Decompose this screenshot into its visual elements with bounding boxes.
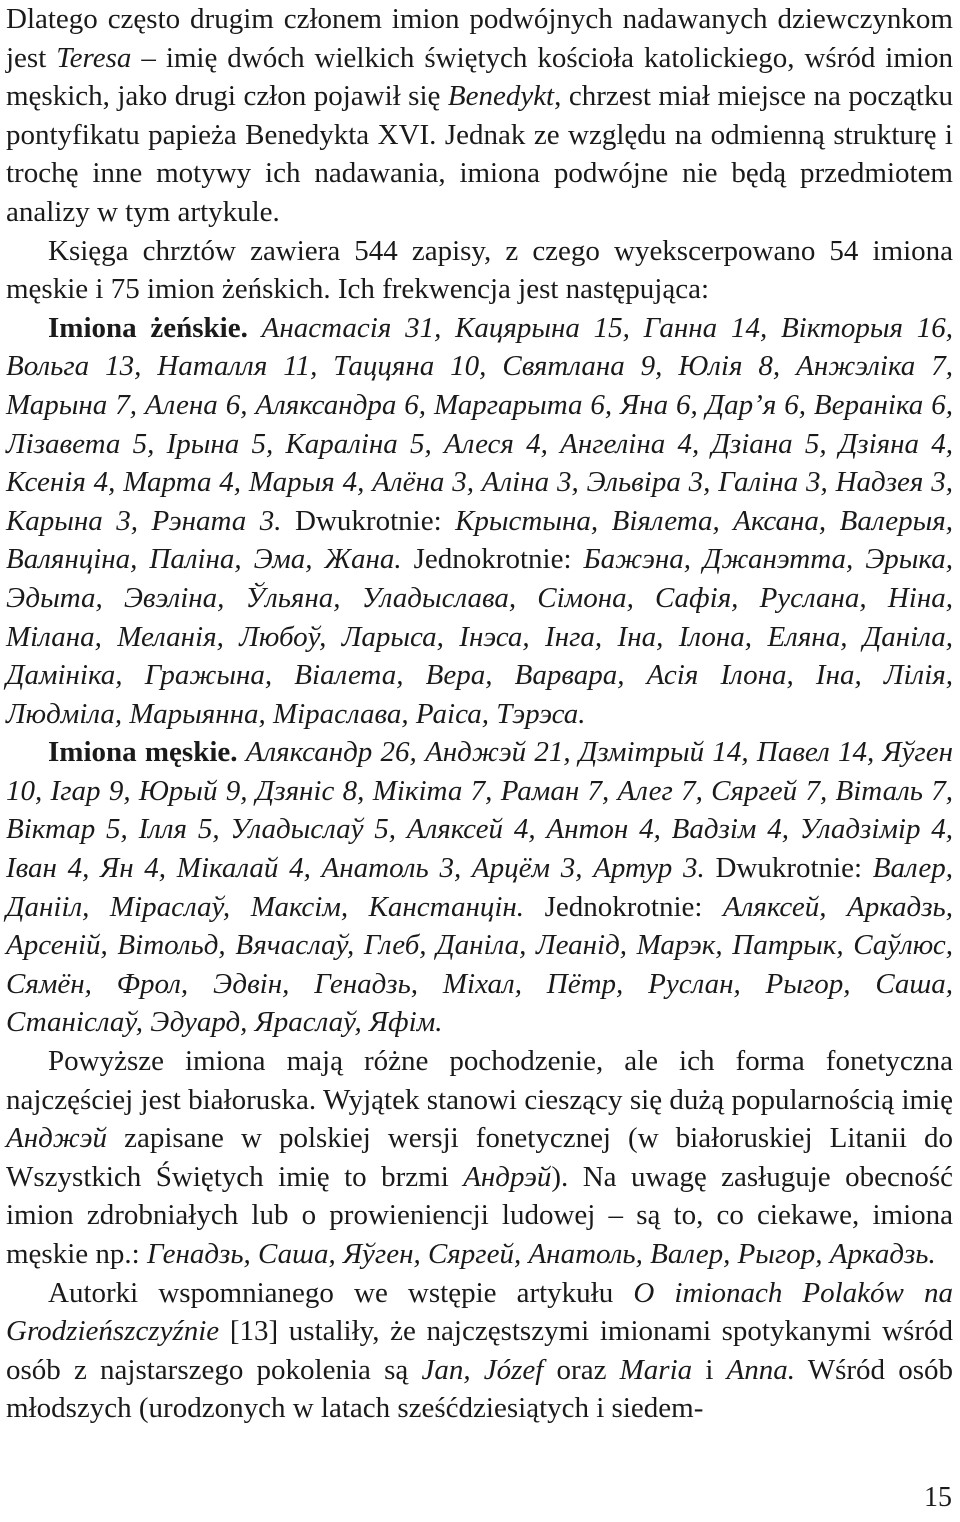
female-names-once: Бажэна, Джанэтта, Эрыка, Эдыта, Эвэліна, Ўльяна, Уладыслава, Сімона, Сафія, Руслана, Ніна, Мілана, Меланія, Любоў, Ларыса, Інэса, Інга, Іна, Ілона, Еляна, Даніла, Дамініка, Гражына, Віалета, Вера, Варвара, Асія Ілона, Іна, Лілія, Людміла, Марыянна, Міраслава, Раіса, Тэрэса. [6, 543, 953, 730]
text-run: zapisane w polskiej wersji fonetycznej (w białoruskiej Litanii do Wszystkich Świętych imię to brzmi [6, 1122, 953, 1193]
paragraph-authors [6, 1274, 953, 1428]
text-run: i [692, 1353, 727, 1386]
text-run: Księga chrztów zawiera 544 zapisy, z czego wyekscerpowano 54 imiona męskie i 75 imion żeńskich. Ich frekwencja jest następująca: [6, 234, 953, 306]
once-label: Jednokrotnie: [401, 543, 584, 576]
name-andrej: Андрэй [463, 1160, 552, 1193]
male-names-list: Аляксандр 26, Анджэй 21, Дзмітрый 14, Павел 14, Яўген 10, Ігар 9, Юрый 9, Дзяніс 8, Мікіта 7, Раман 7, Алег 7, Сяргей 7, Віталь 7, Віктар 5, Ілля 5, Уладыслаў 5, Аляксей 4, Антон 4, Вадзім 4, Уладзімір 4, Іван 4, Ян 4, Мікалай 4, Анатоль 3, Арцём 3, Артур 3. [6, 736, 954, 885]
name-maria: Maria [619, 1353, 693, 1386]
female-names-heading: Imiona żeńskie. [48, 311, 248, 344]
text-run: ). Na uwagę zasługuje obecność imion zdrobniałych lub o prowieniencji ludowej – są to, co ciekawe, imiona męskie np.: [6, 1160, 953, 1270]
document-body [6, 0, 953, 1428]
once-label: Jednokrotnie: [524, 890, 724, 923]
paragraph-male-names [6, 733, 953, 1042]
male-names-heading: Imiona męskie. [48, 736, 238, 769]
name-anna: Anna. [726, 1353, 796, 1386]
names-jan-jozef: Jan, Józef [421, 1353, 544, 1386]
text-run: Wśród osób młodszych (urodzonych w latach sześćdziesiątych i siedem- [6, 1353, 953, 1425]
male-names-twice: Валер, Данііл, Міраслаў, Максім, Канстанцін. [6, 852, 953, 923]
name-teresa: Teresa [56, 41, 132, 74]
text-run: , chrzest miał miejsce na początku pontyfikatu papieża Benedykta XVI. Jednak ze względu na odmienną strukturę i trochę inne motywy ich nadawania, imiona podwójne nie będą przedmiotem analizy w tym artykule. [6, 80, 953, 228]
article-title: O imionach Polaków na Grodzieńszczyźnie [6, 1276, 953, 1348]
text-run: Autorki wspomnianego we wstępie artykułu [48, 1276, 634, 1309]
page-number: 15 [924, 1482, 952, 1513]
twice-label: Dwukrotnie: [281, 504, 456, 537]
male-names-once: Аляксей, Аркадзь, Арсеній, Вітольд, Вячаслаў, Глеб, Даніла, Леанід, Марэк, Патрык, Саўлюс, Сямён, Фрол, Эдвін, Генадзь, Міхал, Пётр, Руслан, Рыгор, Саша, Станіслаў, Эдуард, Яраслаў, Яфім. [6, 890, 953, 1039]
paragraph-origin [6, 1042, 953, 1274]
twice-label: Dwukrotnie: [704, 852, 873, 885]
paragraph-baptism-book [6, 232, 953, 309]
text-run: Dlatego często drugim członem imion podwójnych nadawanych dziewczynkom jest [6, 3, 953, 74]
paragraph-female-names [6, 309, 953, 734]
name-benedykt: Benedykt [447, 80, 555, 113]
paragraph-double-names [6, 0, 953, 232]
female-names-twice: Крыстына, Віялета, Аксана, Валерыя, Валянціна, Паліна, Эма, Жана. [6, 504, 954, 576]
text-run: Powyższe imiona mają różne pochodzenie, ale ich forma fonetyczna najczęściej jest białoruska. Wyjątek stanowi cieszący się dużą popularnością imię [6, 1045, 953, 1116]
text-run: [13] ustaliły, że najczęstszymi imionami spotykanymi wśród osób z najstarszego pokolenia są [6, 1315, 953, 1386]
text-run: oraz [543, 1353, 620, 1386]
female-names-list: Анастасія 31, Кацярына 15, Ганна 14, Вікторыя 16, Вольга 13, Наталля 11, Таццяна 10, Святлана 9, Юлія 8, Анжэліка 7, Марына 7, Алена 6, Аляксандра 6, Маргарыта 6, Яна 6, Дар’я 6, Вераніка 6, Лізавета 5, Ірына 5, Караліна 5, Алеся 4, Ангеліна 4, Дзіана 5, Дзіяна 4, Ксенія 4, Марта 4, Марыя 4, Алёна 3, Аліна 3, Эльвіра 3, Галіна 3, Надзея 3, Карына 3, Рэната 3. [6, 311, 953, 537]
text-run: – imię dwóch wielkich świętych kościoła katolickiego, wśród imion męskich, jako drugi człon pojawił się [6, 41, 953, 113]
diminutive-names-list: Генадзь, Саша, Яўген, Сяргей, Анатоль, Валер, Рыгор, Аркадзь. [146, 1238, 936, 1270]
name-andzhej: Анджэй [6, 1122, 108, 1155]
